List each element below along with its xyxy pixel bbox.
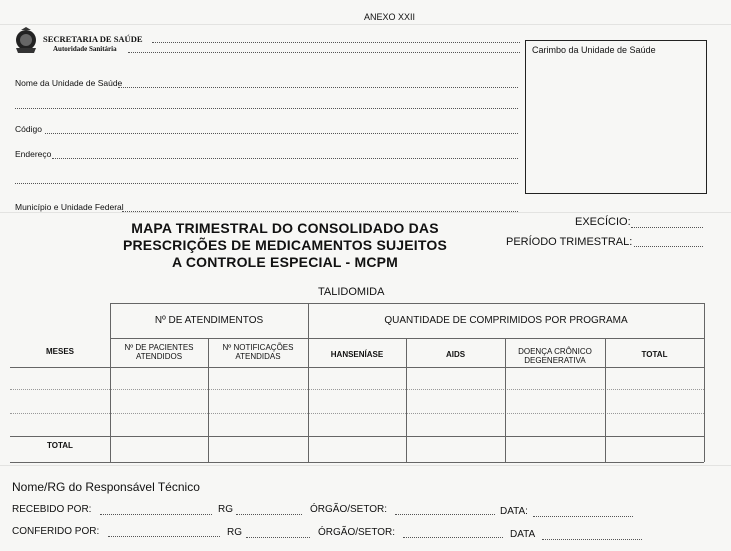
recebido-rg-field[interactable]: [236, 514, 302, 515]
scan-noise: [0, 465, 731, 466]
codigo-label: Código: [15, 124, 42, 134]
municipio-label: Município e Unidade Federal: [15, 202, 124, 212]
endereco-field-2[interactable]: [15, 183, 518, 184]
title-line-3: A CONTROLE ESPECIAL - MCPM: [171, 254, 399, 270]
col-notificacoes: [208, 343, 308, 361]
secretaria-line: [152, 42, 520, 43]
col-cronico-line-1: DOENÇA CRÔNICO: [518, 347, 592, 356]
col-notif-line-2: ATENDIDAS: [235, 352, 281, 361]
endereco-field[interactable]: [52, 158, 518, 159]
title-line-1: MAPA TRIMESTRAL DO CONSOLIDADO DAS: [131, 220, 439, 236]
autoridade-line: [128, 52, 520, 53]
unidade-label: Nome da Unidade de Saúde: [15, 78, 123, 88]
conferido-rg-field[interactable]: [246, 537, 310, 538]
title-line-2: PRESCRIÇÕES DE MEDICAMENTOS SUJEITOS: [122, 237, 448, 253]
conferido-data-field[interactable]: [542, 539, 642, 540]
conferido-field[interactable]: [108, 536, 220, 537]
conferido-orgao-field[interactable]: [403, 537, 503, 538]
col-meses: MESES: [45, 347, 74, 356]
unidade-field-2[interactable]: [15, 108, 518, 109]
unidade-field[interactable]: [118, 87, 518, 88]
scan-noise: [0, 212, 731, 213]
col-cronico: [505, 347, 605, 365]
recebido-rg-label: RG: [218, 504, 233, 515]
conferido-rg-label: RG: [227, 527, 242, 538]
periodo-field[interactable]: [634, 246, 703, 247]
col-pacientes-line-1: Nº DE PACIENTES: [124, 343, 194, 352]
substance-label: TALIDOMIDA: [318, 286, 385, 298]
endereco-label: Endereço: [15, 149, 52, 159]
municipio-field[interactable]: [122, 211, 518, 212]
coat-of-arms-icon: [13, 26, 39, 58]
secretaria-label: SECRETARIA DE SAÚDE: [43, 34, 143, 44]
conferido-data-label: DATA: [510, 529, 536, 540]
document-title: [100, 220, 470, 271]
recebido-data-label: DATA:: [500, 506, 528, 517]
conferido-label: CONFERIDO POR:: [12, 526, 100, 537]
row-total: TOTAL: [47, 441, 73, 450]
stamp-label: Carimbo da Unidade de Saúde: [532, 45, 656, 55]
recebido-orgao-label: ÓRGÃO/SETOR:: [310, 504, 388, 515]
recebido-field[interactable]: [100, 514, 212, 515]
col-pacientes: [110, 343, 208, 361]
periodo-label: PERÍODO TRIMESTRAL:: [506, 236, 633, 248]
col-pacientes-line-2: ATENDIDOS: [135, 352, 183, 361]
conferido-orgao-label: ÓRGÃO/SETOR:: [318, 527, 396, 538]
recebido-data-field[interactable]: [533, 516, 633, 517]
group-quantidade: QUANTIDADE DE COMPRIMIDOS POR PROGRAMA: [384, 315, 628, 326]
col-hanseniase: HANSENÍASE: [330, 350, 384, 359]
recebido-label: RECEBIDO POR:: [12, 504, 92, 515]
codigo-field[interactable]: [45, 133, 518, 134]
autoridade-label: Autoridade Sanitária: [53, 45, 117, 53]
exercicio-field[interactable]: [631, 227, 703, 228]
annex-label: ANEXO XXII: [364, 12, 416, 22]
col-total: TOTAL: [641, 350, 668, 359]
col-cronico-line-2: DEGENERATIVA: [524, 356, 586, 365]
group-atendimentos: Nº DE ATENDIMENTOS: [154, 315, 264, 326]
exercicio-label: EXECÍCIO:: [575, 216, 631, 228]
col-aids: AIDS: [445, 350, 466, 359]
stamp-box[interactable]: [525, 40, 707, 194]
recebido-orgao-field[interactable]: [395, 514, 495, 515]
scan-noise: [0, 24, 731, 25]
col-notif-line-1: Nº NOTIFICAÇÕES: [222, 343, 294, 352]
responsavel-label: Nome/RG do Responsável Técnico: [12, 480, 200, 494]
